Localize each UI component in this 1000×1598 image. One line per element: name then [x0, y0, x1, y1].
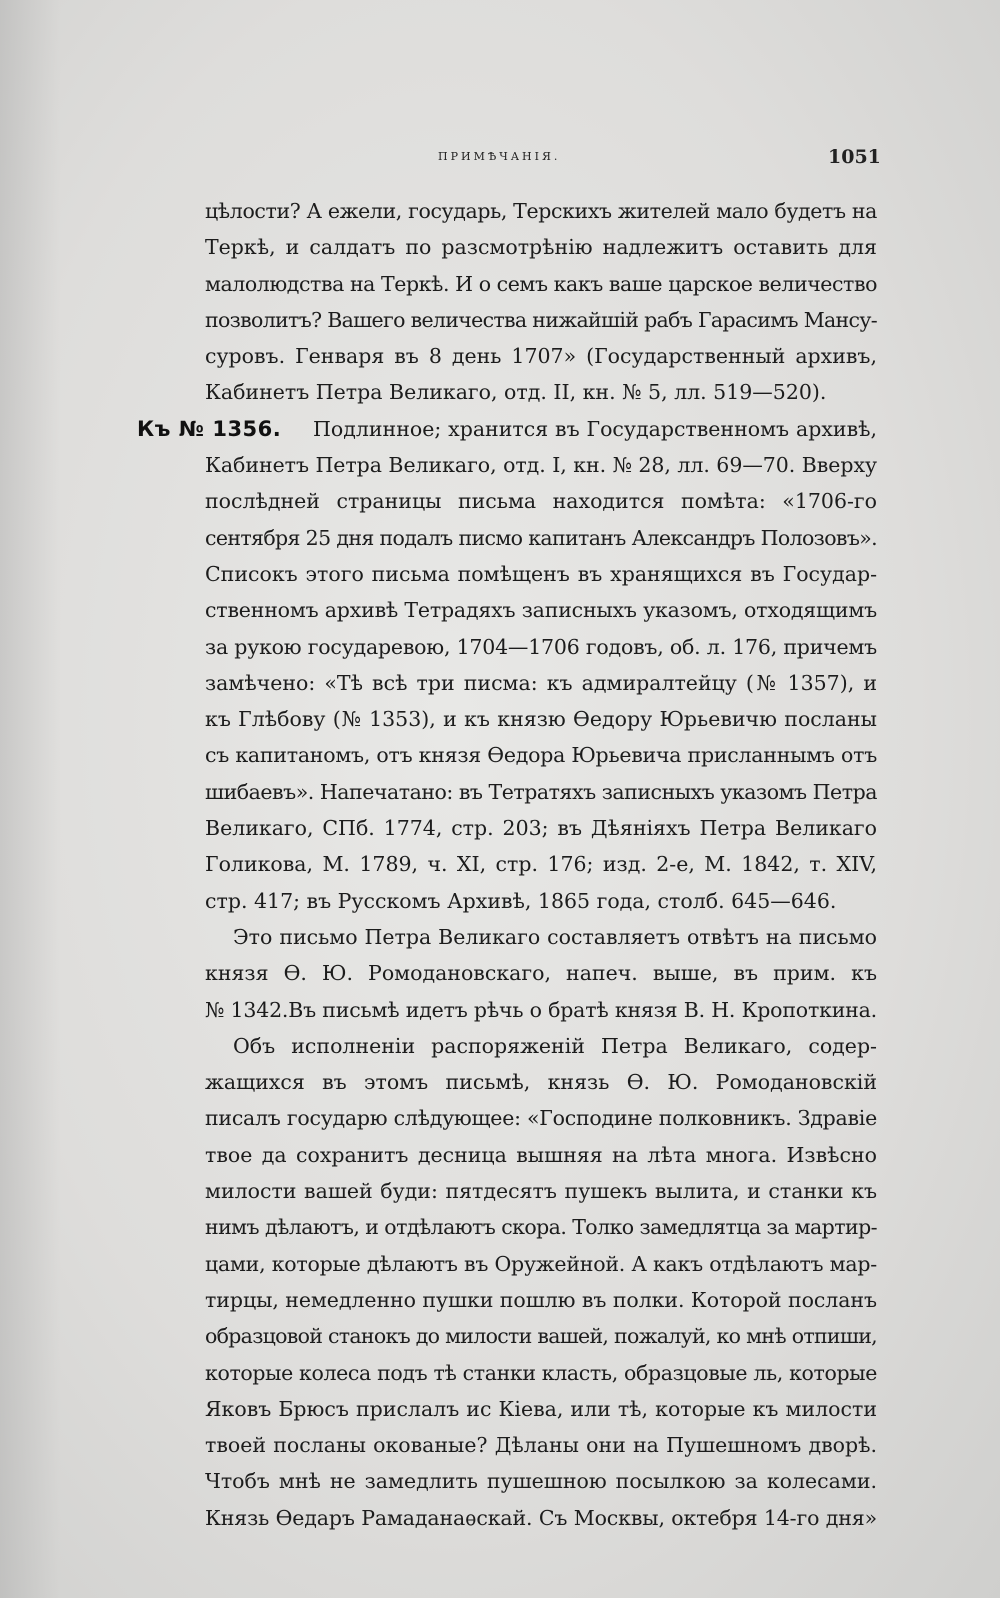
text-line: шибаевъ». Напечатано: въ Тетратяхъ записныхъ указомъ Петра — [205, 779, 877, 804]
text-line: ственномъ архивѣ Тетрадяхъ записныхъ указомъ, отходящимъ — [205, 598, 877, 623]
text-line: Голикова, М. 1789, ч. XI, стр. 176; изд. 2-е, М. 1842, т. XIV, — [205, 852, 877, 877]
text-line: послѣдней страницы письма находится помѣта: «1706-го — [205, 489, 877, 514]
text-line: суровъ. Генваря въ 8 день 1707» (Государственный архивъ, — [205, 344, 877, 369]
text-line: къ Глѣбову (№ 1353), и къ князю Ѳедору Юрьевичю посланы — [205, 707, 877, 732]
text-line: малолюдства на Теркѣ. И о семъ какъ ваше царское величество — [205, 271, 877, 296]
text-line: замѣчено: «Тѣ всѣ три писма: къ адмиралтейцу (№ 1357), и — [205, 670, 877, 695]
text-line: жащихся въ этомъ письмѣ, князь Ѳ. Ю. Ромодановскій — [205, 1070, 877, 1095]
text-line: Теркѣ, и салдатъ по разсмотрѣнію надлежитъ оставить для — [205, 235, 877, 260]
text-line: твоей посланы окованые? Дѣланы они на Пушешномъ дворѣ. — [205, 1433, 877, 1458]
body-text — [137, 193, 878, 1536]
text-line: Яковъ Брюсъ прислалъ ис Кіева, или тѣ, которые къ милости — [205, 1396, 877, 1421]
text-line: Объ исполненіи распоряженій Петра Великаго, содер- — [233, 1033, 877, 1058]
paragraph-quotation — [205, 1028, 877, 1536]
text-line: позволитъ? Вашего величества нижайшій рабъ Гарасимъ Мансу- — [205, 307, 877, 332]
text-line: цами, которые дѣлаютъ въ Оружейной. А какъ отдѣлаютъ мар- — [205, 1251, 877, 1276]
text-line: твое да сохранитъ десница вышняя на лѣта многа. Извѣсно — [205, 1142, 877, 1167]
text-line: № 1342.Въ письмѣ идетъ рѣчь о братѣ князя В. Н. Кропоткина. — [205, 997, 877, 1022]
text-line: образцовой станокъ до милости вашей, пожалуй, ко мнѣ отпиши, — [205, 1324, 877, 1349]
text-line: за рукою государевою, 1704—1706 годовъ, об. л. 176, причемъ — [205, 634, 878, 659]
running-title: ПРИМѢЧАНІЯ. — [438, 150, 561, 163]
text-line: князя Ѳ. Ю. Ромодановскаго, напеч. выше, въ прим. къ — [205, 961, 877, 986]
paragraph-continuation — [205, 193, 877, 411]
paragraph-commentary — [205, 919, 877, 1028]
page-edge-shadow — [0, 0, 60, 1598]
text-line: тирцы, немедленно пушки пошлю въ полки. Которой посланъ — [205, 1287, 877, 1312]
text-line: цѣлости? А ежели, государь, Терскихъ жителей мало будетъ на — [205, 199, 877, 223]
text-line: писалъ государю слѣдующее: «Господине полковникъ. Здравіе — [205, 1106, 877, 1131]
text-line: Великаго, СПб. 1774, стр. 203; въ Дѣяніяхъ Петра Великаго — [205, 816, 877, 841]
text-line: нимъ дѣлаютъ, и отдѣлаютъ скора. Толко замедлятца за мартир- — [205, 1215, 877, 1240]
text-line: Кабинетъ Петра Великаго, отд. II, кн. № 5, лл. 519—520). — [205, 380, 827, 405]
text-line: Князь Ѳедаръ Рамаданаѳскай. Съ Москвы, октебря 14-го дня» — [205, 1505, 877, 1530]
text-line: стр. 417; въ Русскомъ Архивѣ, 1865 года, столб. 645—646. — [205, 888, 837, 913]
text-line: милости вашей буди: пятдесятъ пушекъ вылита, и станки къ — [205, 1179, 877, 1204]
text-line: съ капитаномъ, отъ князя Ѳедора Юрьевича присланнымъ отъ — [205, 743, 877, 768]
page-number: 1051 — [828, 146, 881, 168]
running-head — [0, 146, 1000, 168]
text-line: Подлинное; хранится въ Государственномъ архивѣ, — [313, 416, 877, 441]
text-line: Это письмо Петра Великаго составляетъ отвѣтъ на письмо — [233, 924, 877, 949]
text-line: Чтобъ мнѣ не замедлить пушешною посылкою за колесами. — [205, 1469, 877, 1494]
text-line: Кабинетъ Петра Великаго, отд. I, кн. № 28, лл. 69—70. Вверху — [205, 453, 877, 478]
text-line: сентября 25 дня подалъ писмо капитанъ Александръ Полозовъ». — [205, 525, 877, 550]
note-heading: Къ № 1356. — [137, 416, 282, 441]
text-line: которые колеса подъ тѣ станки класть, образцовые ль, которые — [205, 1360, 877, 1385]
text-line: Списокъ этого письма помѣщенъ въ хранящихся въ Государ- — [205, 561, 877, 586]
note-1356 — [137, 411, 878, 919]
